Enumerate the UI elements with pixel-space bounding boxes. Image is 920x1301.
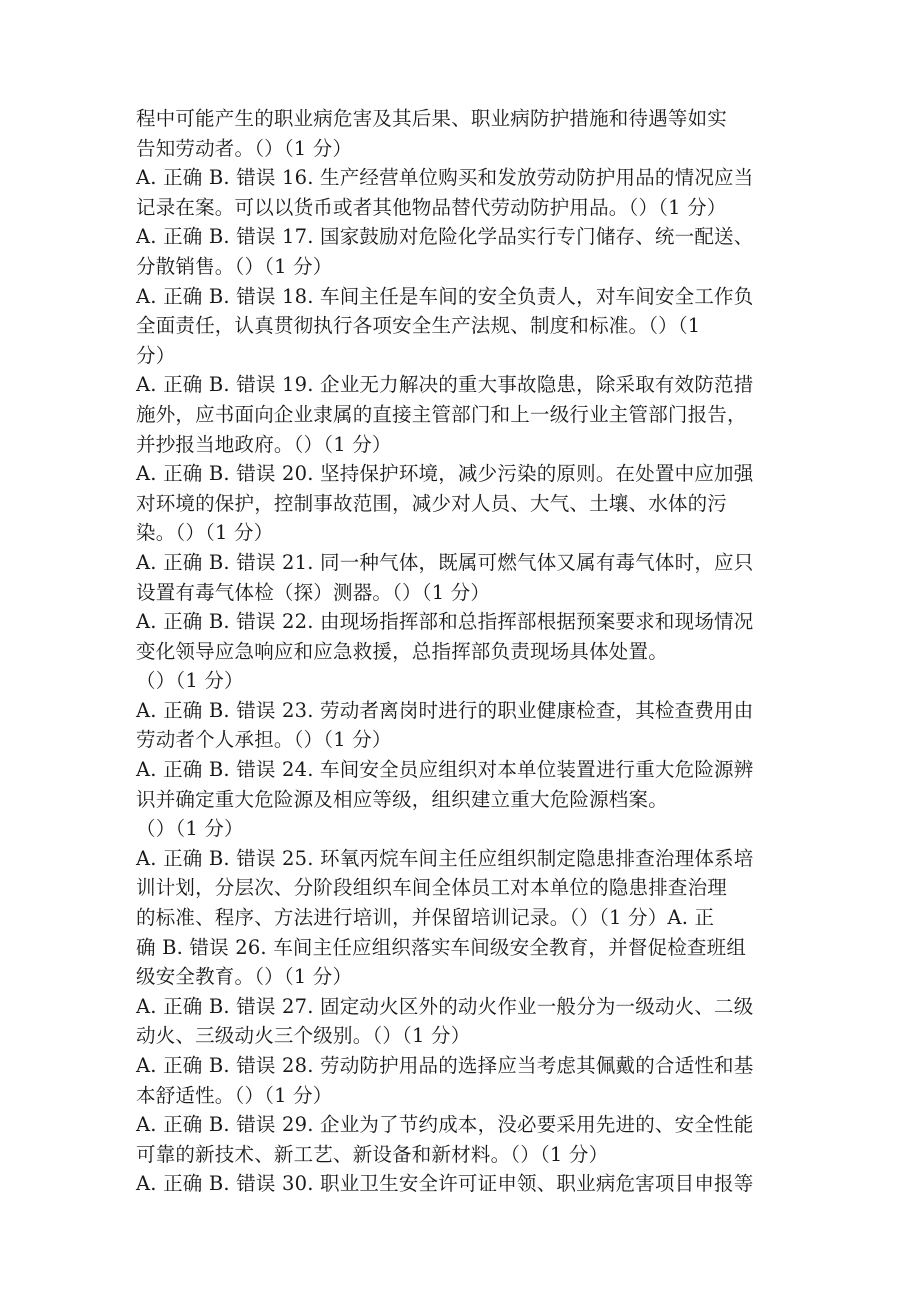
text-line: 训计划，分层次、分阶段组织车间全体员工对本单位的隐患排查治理 [136,876,728,900]
text-line: A. 正确 B. 错误 18. 车间主任是车间的安全负责人，对车间安全工作负 [136,284,754,308]
text-line: 设置有毒气体检（探）测器。（）（1 分） [136,580,491,604]
text-line: A. 正确 B. 错误 25. 环氧丙烷车间主任应组织制定隐患排查治理体系培 [136,846,754,870]
text-line: 可靠的新技术、新工艺、新设备和新材料。（）（1 分） [136,1142,609,1166]
text-line: 记录在案。可以以货币或者其他物品替代劳动防护用品。（）（1 分） [136,195,727,219]
text-line: （）（1 分） [136,669,244,693]
text-line: 本舒适性。（）（1 分） [136,1083,333,1107]
text-line: 对环境的保护，控制事故范围，减少对人员、大气、土壤、水体的污 [136,491,728,515]
text-line: A. 正确 B. 错误 20. 坚持保护环境，减少污染的原则。在处置中应加强 [136,462,754,486]
text-line: A. 正确 B. 错误 30. 职业卫生安全许可证申领、职业病危害项目申报等 [136,1172,754,1196]
text-line: A. 正确 B. 错误 16. 生产经营单位购买和发放劳动防护用品的情况应当 [136,166,754,190]
text-line: A. 正确 B. 错误 24. 车间安全员应组织对本单位装置进行重大危险源辨 [136,758,754,782]
text-line: 劳动者个人承担。（）（1 分） [136,728,392,752]
text-line: A. 正确 B. 错误 29. 企业为了节约成本，没必要采用先进的、安全性能 [136,1113,754,1137]
text-line: 程中可能产生的职业病危害及其后果、职业病防护措施和待遇等如实 [136,107,728,130]
text-line: 分） [136,343,176,367]
text-line: A. 正确 B. 错误 17. 国家鼓励对危险化学品实行专门储存、统一配送、 [136,225,754,249]
text-line: 告知劳动者。（）（1 分） [136,136,353,160]
text-line: A. 正确 B. 错误 27. 固定动火区外的动火作业一般分为一级动火、二级 [136,994,754,1018]
text-line: 分散销售。（）（1 分） [136,254,333,278]
text-line: 全面责任，认真贯彻执行各项安全生产法规、制度和标准。（）（1 [136,314,701,338]
text-line: 动火、三级动火三个级别。（）（1 分） [136,1024,471,1048]
text-line: A. 正确 B. 错误 23. 劳动者离岗时进行的职业健康检查，其检查费用由 [136,698,754,722]
text-line: 染。（）（1 分） [136,521,274,545]
text-line: 施外，应书面向企业隶属的直接主管部门和上一级行业主管部门报告， [136,402,747,426]
text-line: 变化领导应急响应和应急救援，总指挥部负责现场具体处置。 [136,639,668,663]
text-line: A. 正确 B. 错误 21. 同一种气体，既属可燃气体又属有毒气体时，应只 [136,550,754,574]
document-body [136,104,796,1199]
text-line: A. 正确 B. 错误 19. 企业无力解决的重大事故隐患，除采取有效防范措 [136,373,754,397]
text-line: 确 B. 错误 26. 车间主任应组织落实车间级安全教育，并督促检查班组 [136,935,747,959]
text-line: （）（1 分） [136,817,244,841]
text-line: 级安全教育。（）（1 分） [136,965,353,989]
text-line: 的标准、程序、方法进行培训，并保留培训记录。（）（1 分）A. 正 [136,906,715,930]
text-line: A. 正确 B. 错误 22. 由现场指挥部和总指挥部根据预案要求和现场情况 [136,610,754,634]
text-line: A. 正确 B. 错误 28. 劳动防护用品的选择应当考虑其佩戴的合适性和基 [136,1054,754,1077]
text-line: 并抄报当地政府。（）（1 分） [136,432,392,456]
text-line: 识并确定重大危险源及相应等级，组织建立重大危险源档案。 [136,787,668,811]
